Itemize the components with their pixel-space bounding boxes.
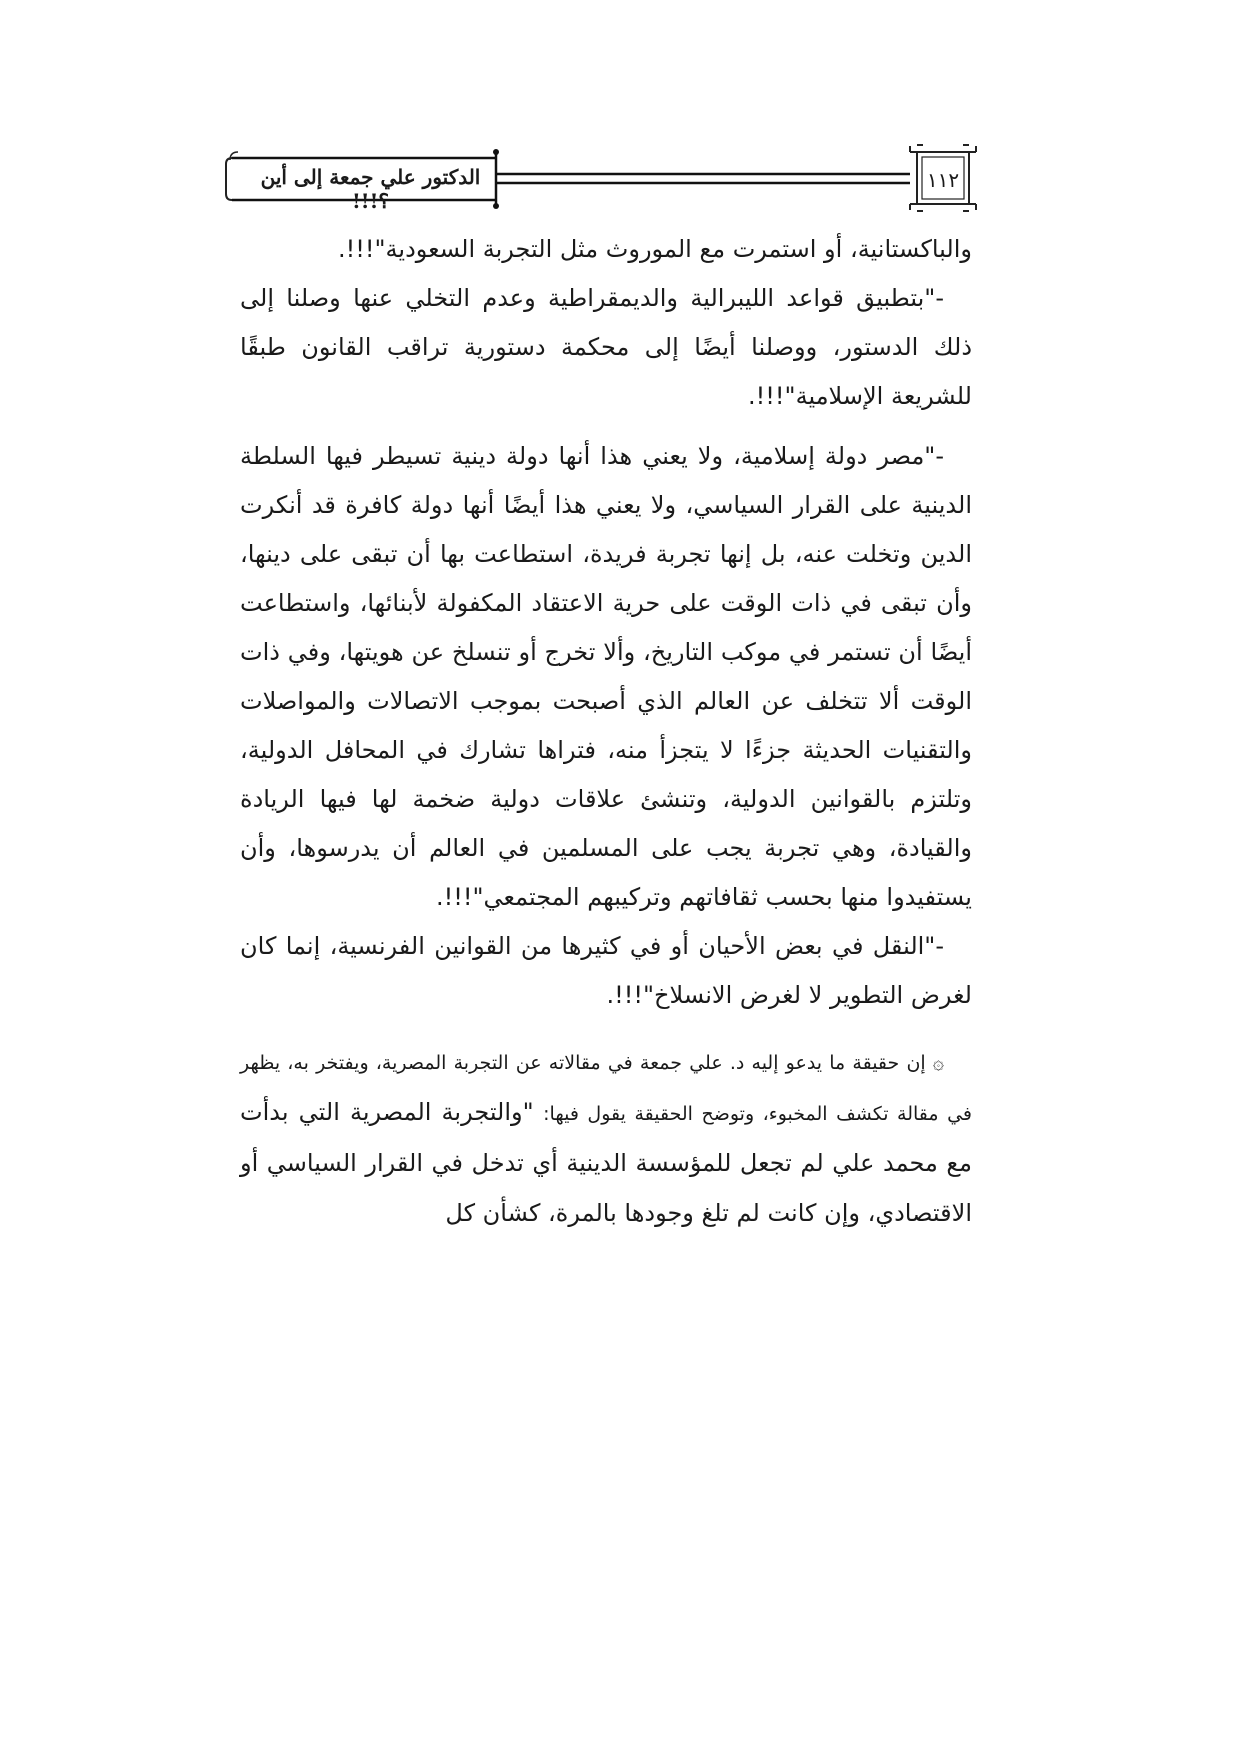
main-text [240,225,972,1239]
running-title: الدكتور علي جمعة إلى أين ؟!!! [260,165,481,213]
quote-paragraph-french-laws: -"النقل في بعض الأحيان أو في كثيرها من القوانين الفرنسية، إنما كان لغرض التطوير لا لغرض الانسلاخ"!!!. [240,932,972,1009]
commentary-paragraph [240,1038,972,1239]
quote-paragraph-liberalism: -"بتطبيق قواعد الليبرالية والديمقراطية وعدم التخلي عنها وصلنا إلى ذلك الدستور، ووصلنا أيضًا إلى محكمة دستورية تراقب القانون طبقًا للشريعة الإسلامية"!!!. [240,284,972,410]
quote-paragraph-egypt: -"مصر دولة إسلامية، ولا يعني هذا أنها دولة دينية تسيطر فيها السلطة الدينية على القرار السياسي، ولا يعني هذا أيضًا أنها دولة كافرة قد أنكرت الدين وتخلت عنه، بل إنها تجربة فريدة، استطاعت بها أن تبقى على دينها، وأن تبقى في ذات الوقت على حرية الاعتقاد المكفولة لأبنائها، واستطاعت أيضًا أن تستمر في موكب التاريخ، وألا تخرج أو تنسلخ عن هويتها، وفي ذات الوقت ألا تتخلف عن العالم الذي أصبحت بموجب الاتصالات والمواصلات والتقنيات الحديثة جزءًا لا يتجزأ منه، فتراها تشارك في المحافل الدولية، وتلتزم بالقوانين الدولية، وتنشئ علاقات دولية ضخمة لها فيها الريادة والقيادة، وهي تجربة يجب على المسلمين في العالم أن يدرسوها، وأن يستفيدوا منها بحسب ثقافاتهم وتركيبهم المجتمعي"!!!. [240,442,972,911]
commentary-quote: "والتجربة المصرية التي بدأت مع محمد علي لم تجعل للمؤسسة الدينية أي تدخل في القرار السياسي أو الاقتصادي، وإن كانت لم تلغ وجودها بالمرة، كشأن كل [240,1098,972,1227]
page-header [0,0,1240,240]
header-ornament-frame [0,0,1240,240]
paragraph-continued: والباكستانية، أو استمرت مع الموروث مثل التجربة السعودية"!!!. [337,235,972,263]
page-number: ١١٢ [926,168,960,192]
commentary-lead: ۞ إن حقيقة ما يدعو إليه د. علي جمعة في مقالاته عن التجربة المصرية، ويفتخر به، يظهر في مقالة تكشف المخبوء، وتوضح الحقيقة يقول فيها: [240,1052,973,1125]
